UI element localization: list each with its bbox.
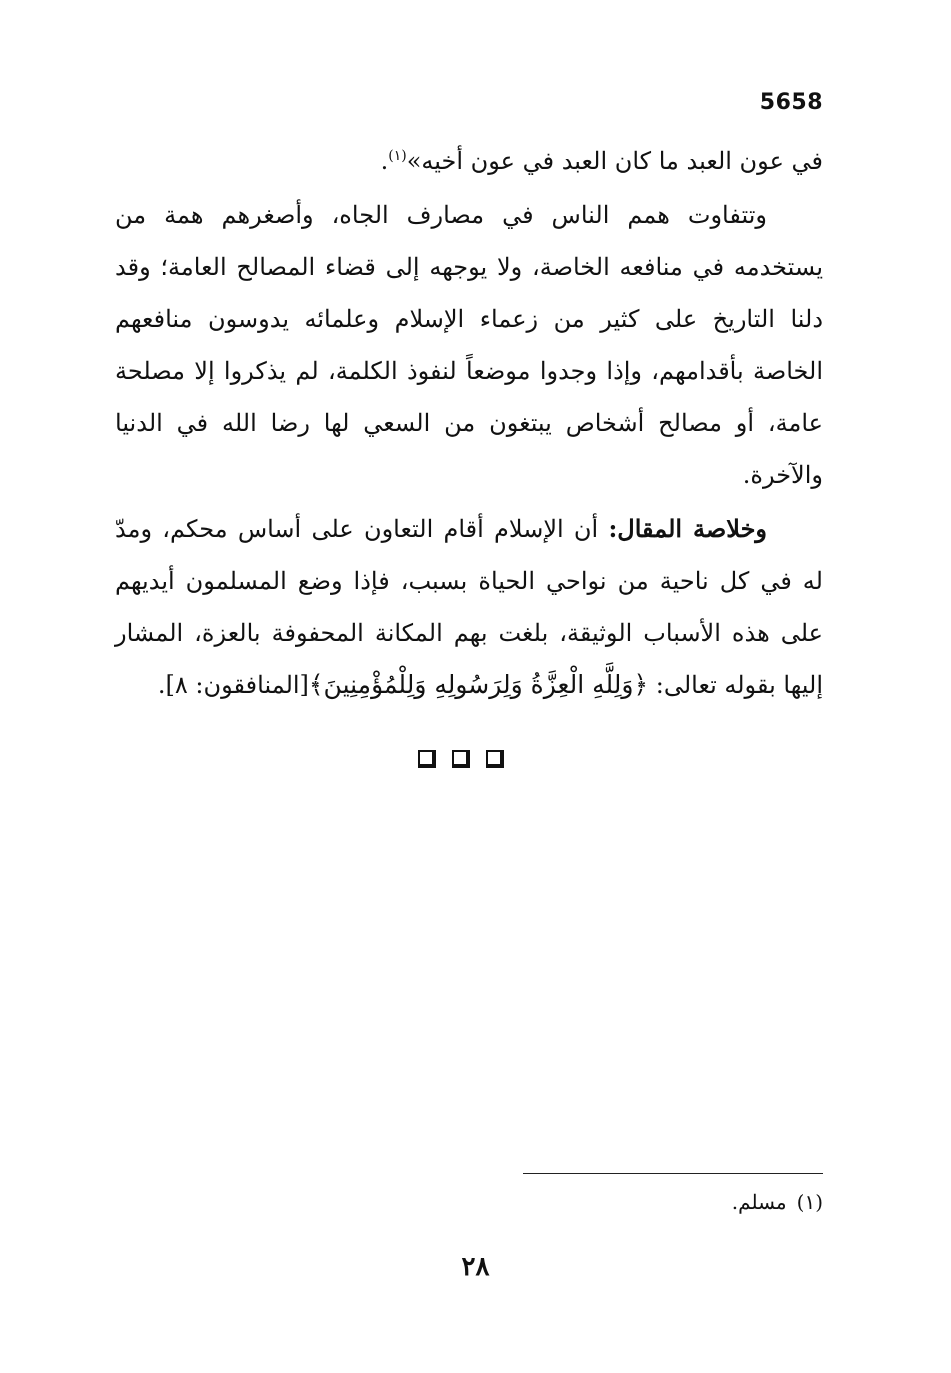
paragraph-1-text: في عون العبد ما كان العبد في عون أخيه» [406, 147, 823, 175]
square-ornament-icon [452, 750, 470, 768]
footnote-separator [523, 1173, 823, 1174]
main-text [115, 135, 823, 711]
summary-heading: وخلاصة المقال: [608, 514, 767, 543]
quran-verse: ﴿وَلِلَّهِ الْعِزَّةُ وَلِرَسُولِهِ وَلِلْمُؤْمِنِينَ﴾ [308, 670, 649, 699]
footnote-text: مسلم. [731, 1190, 787, 1214]
square-ornament-icon [486, 750, 504, 768]
paragraph-1 [115, 135, 823, 187]
paragraph-1-tail: . [380, 147, 389, 175]
paragraph-3 [115, 503, 823, 711]
square-ornament-icon [418, 750, 436, 768]
page-number: ٢٨ [461, 1252, 490, 1282]
footnote-ref[interactable]: (١) [388, 148, 407, 164]
footnote-number: (١) [796, 1190, 823, 1214]
paragraph-3-text: أن الإسلام أقام التعاون على أساس محكم، ومدّ له في كل ناحية من نواحي الحياة بسبب، فإذا وضع المسلمون أيديهم على هذه الأسباب الوثيقة، بلغت بهم المكانة المحفوفة بالعزة، المشار إليها بقوله تعالى: [115, 515, 823, 699]
page-id: 5658 [759, 90, 823, 115]
section-divider-ornament [418, 750, 504, 768]
footnote [732, 1190, 823, 1214]
paragraph-2: وتتفاوت همم الناس في مصارف الجاه، وأصغرهم همة من يستخدمه في منافعه الخاصة، ولا يوجهه إلى قضاء المصالح العامة؛ وقد دلنا التاريخ على كثير من زعماء الإسلام وعلمائه يدوسون منافعهم الخاصة بأقدامهم، وإذا وجدوا موضعاً لنفوذ الكلمة، لم يذكروا إلا مصلحة عامة، أو مصالح أشخاص يبتغون من السعي لها رضا الله في الدنيا والآخرة. [115, 201, 823, 489]
verse-citation: [المنافقون: ٨]. [157, 671, 309, 699]
